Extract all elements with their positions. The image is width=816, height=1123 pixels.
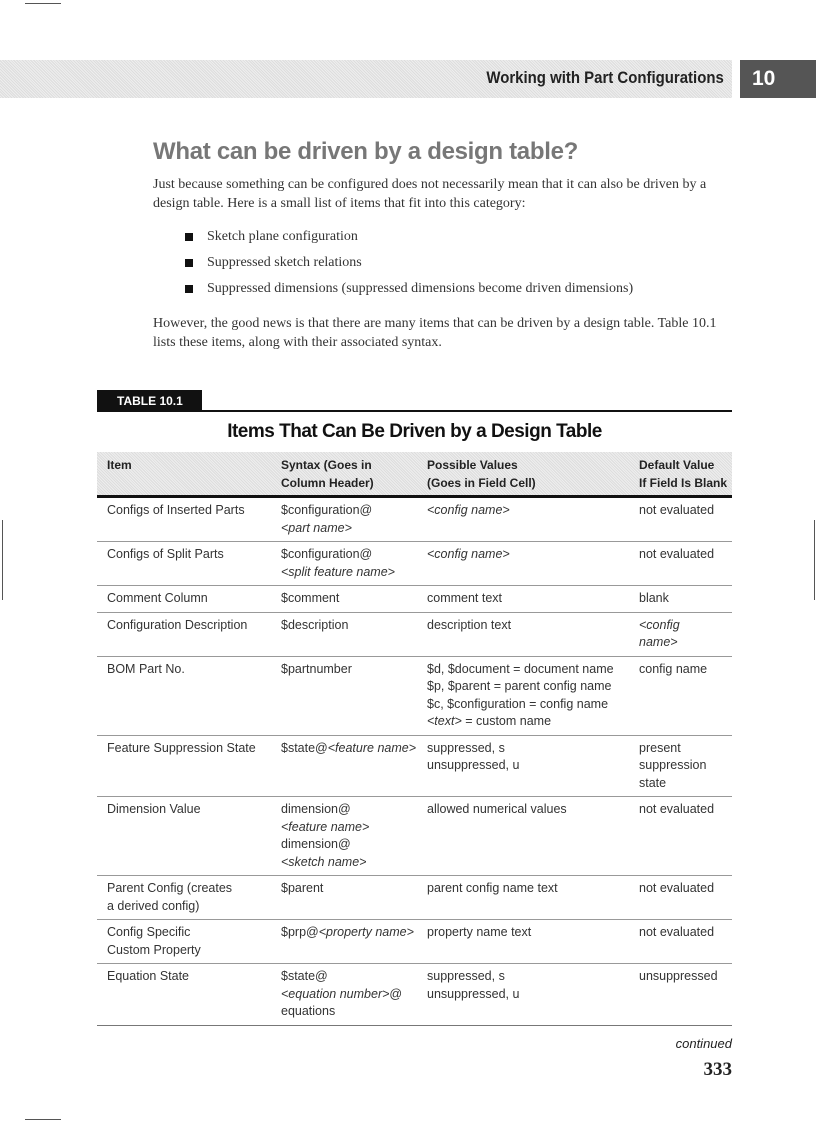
table-row: [97, 498, 732, 542]
cell-syntax: [281, 801, 427, 871]
bullet-icon: [185, 285, 193, 293]
cell-syntax: [281, 924, 427, 959]
cell-line: [107, 880, 281, 898]
cell-item: [107, 880, 281, 915]
cell-text: not evaluated: [639, 503, 715, 517]
header-line: (Goes in Field Cell): [427, 475, 536, 490]
cell-text: $prp@: [281, 925, 319, 939]
cell-item: [107, 968, 281, 1021]
cell-default-value: [639, 740, 742, 793]
cell-text: $state@: [281, 969, 328, 983]
cell-syntax: [281, 740, 427, 793]
cell-line: [639, 634, 742, 652]
cell-possible-values: [427, 801, 639, 871]
cell-text: config name: [639, 661, 708, 676]
cell-line: [281, 617, 427, 635]
cell-possible-values: [427, 740, 639, 793]
cell-text: <config name>: [427, 503, 510, 517]
cell-text: <feature name>: [327, 740, 417, 755]
outro-paragraph: However, the good news is that there are many items that can be driven by a design table. Table 10.1 lists these items, along with their associated syntax.: [153, 316, 717, 350]
cell-possible-values: [427, 546, 639, 581]
cell-text: comment text: [427, 591, 503, 605]
cell-line: [281, 924, 427, 942]
cell-default-value: [639, 661, 742, 731]
cell-text: <sketch name>: [281, 854, 367, 869]
table-row: [97, 657, 732, 736]
cell-text: @: [389, 986, 403, 1001]
cell-line: [427, 740, 639, 758]
cell-line: [107, 590, 281, 608]
cell-item: [107, 924, 281, 959]
cell-text: <property name>: [318, 925, 414, 939]
cell-text: Config Specific: [107, 925, 191, 939]
bullet-list: [185, 228, 633, 306]
cell-line: [427, 678, 639, 696]
table-header-row: [97, 452, 732, 498]
cell-text: dimension@: [281, 837, 351, 851]
cell-line: [639, 775, 742, 793]
column-header-item: [107, 457, 281, 492]
intro-paragraph: Just because something can be configured does not necessarily mean that it can also be driven by a design table. Here is a small list of items that fit into this category:: [153, 177, 707, 211]
cell-text: property name text: [427, 925, 532, 939]
cell-line: [281, 1003, 427, 1021]
cell-text: Parent Config (creates: [107, 881, 233, 895]
cell-text: present: [639, 740, 681, 755]
cell-text: state: [639, 775, 667, 790]
cell-text: a derived config): [107, 898, 200, 913]
cell-default-value: [639, 880, 742, 915]
cell-text: <split feature name>: [281, 564, 395, 579]
cell-item: [107, 617, 281, 652]
cell-line: [639, 968, 742, 986]
cell-text: BOM Part No.: [107, 661, 185, 676]
cell-text: <text>: [427, 714, 462, 728]
cell-line: [427, 617, 639, 635]
list-item-text: Suppressed sketch relations: [207, 255, 362, 270]
cell-possible-values: [427, 502, 639, 537]
list-item-text: Sketch plane configuration: [207, 229, 358, 244]
header-line: Possible Values: [427, 458, 518, 472]
cell-text: $configuration@: [281, 547, 373, 561]
table-row: [97, 542, 732, 586]
column-header-syntax: [281, 457, 427, 492]
cell-text: unsuppressed, u: [427, 758, 520, 772]
cell-text: blank: [639, 591, 669, 605]
cell-text: $comment: [281, 591, 340, 605]
cell-text: parent config name text: [427, 881, 558, 895]
cell-text: not evaluated: [639, 881, 715, 895]
table-row: [97, 964, 732, 1026]
cell-text: $parent: [281, 881, 324, 895]
section-heading: What can be driven by a design table?: [153, 138, 578, 165]
cell-text: Configuration Description: [107, 617, 248, 632]
cell-item: [107, 546, 281, 581]
cell-text: suppressed, s: [427, 740, 505, 755]
cell-default-value: [639, 617, 742, 652]
bullet-icon: [185, 259, 193, 267]
cell-item: [107, 590, 281, 608]
cell-text: description text: [427, 617, 512, 632]
cell-text: $partnumber: [281, 661, 352, 676]
table-title: Items That Can Be Driven by a Design Table: [227, 421, 602, 442]
cell-line: [281, 836, 427, 854]
cell-possible-values: [427, 590, 639, 608]
table-rule: [97, 410, 732, 412]
cell-line: [639, 880, 742, 898]
crop-mark: [25, 1119, 61, 1120]
cell-text: not evaluated: [639, 547, 715, 561]
cell-line: [427, 924, 639, 942]
cell-line: [281, 502, 427, 520]
design-table-items: [97, 452, 732, 1026]
cell-possible-values: [427, 880, 639, 915]
header-line: Default Value: [639, 458, 715, 472]
cell-syntax: [281, 590, 427, 608]
cell-line: [107, 740, 281, 758]
cell-text: <equation number>: [281, 986, 390, 1001]
cell-text: unsuppressed, u: [427, 986, 520, 1001]
cell-line: [639, 617, 742, 635]
cell-text: <feature name>: [281, 819, 370, 834]
cell-syntax: [281, 661, 427, 731]
cell-line: [427, 880, 639, 898]
margin-line: [814, 520, 815, 600]
cell-line: [281, 854, 427, 872]
cell-possible-values: [427, 617, 639, 652]
column-header-possible-values: [427, 457, 639, 492]
cell-text: $p, $parent = parent config name: [427, 679, 612, 693]
cell-text: Comment Column: [107, 591, 208, 605]
cell-text: = custom name: [461, 714, 552, 728]
cell-text: dimension@: [281, 802, 351, 816]
cell-text: Equation State: [107, 969, 190, 983]
table-row: [97, 586, 732, 613]
cell-text: Dimension Value: [107, 802, 201, 816]
bullet-icon: [185, 233, 193, 241]
cell-line: [427, 590, 639, 608]
cell-text: suppression: [639, 758, 707, 772]
column-header-default-value: [639, 457, 742, 492]
list-item: [185, 280, 633, 306]
cell-line: [281, 801, 427, 819]
cell-default-value: [639, 968, 742, 1021]
chapter-number-tab: 10: [740, 60, 816, 98]
cell-line: [427, 546, 639, 564]
cell-syntax: [281, 502, 427, 537]
cell-line: [639, 924, 742, 942]
list-item: [185, 254, 633, 280]
cell-possible-values: [427, 924, 639, 959]
header-line: Item: [107, 458, 132, 472]
cell-line: [281, 564, 427, 582]
cell-text: allowed numerical values: [427, 802, 567, 816]
cell-text: not evaluated: [639, 925, 715, 939]
table-row: [97, 797, 732, 876]
cell-line: [107, 942, 281, 960]
cell-line: [107, 661, 281, 679]
cell-line: [281, 740, 427, 758]
cell-line: [427, 968, 639, 986]
cell-syntax: [281, 617, 427, 652]
cell-line: [639, 546, 742, 564]
cell-line: [427, 502, 639, 520]
page-number: 333: [703, 1059, 732, 1080]
cell-default-value: [639, 924, 742, 959]
cell-text: Configs of Split Parts: [107, 547, 224, 561]
cell-line: [107, 924, 281, 942]
cell-line: [427, 713, 639, 731]
cell-item: [107, 502, 281, 537]
cell-line: [107, 968, 281, 986]
cell-line: [639, 661, 742, 679]
list-item-text: Suppressed dimensions (suppressed dimensions become driven dimensions): [207, 281, 634, 296]
cell-possible-values: [427, 968, 639, 1021]
cell-item: [107, 661, 281, 731]
table-row: [97, 613, 732, 657]
cell-line: [639, 757, 742, 775]
cell-default-value: [639, 546, 742, 581]
table-label: TABLE 10.1: [97, 390, 202, 412]
table-row: [97, 876, 732, 920]
cell-line: [107, 546, 281, 564]
cell-text: Configs of Inserted Parts: [107, 503, 245, 517]
crop-mark: [25, 3, 61, 4]
table-row: [97, 920, 732, 964]
cell-line: [427, 986, 639, 1004]
table-row: [97, 736, 732, 798]
cell-text: <config name>: [427, 547, 510, 561]
running-header-title: Working with Part Configurations: [486, 68, 724, 87]
cell-line: [281, 546, 427, 564]
cell-text: $configuration@: [281, 503, 373, 517]
header-line: Syntax (Goes in: [281, 458, 372, 472]
cell-syntax: [281, 880, 427, 915]
cell-line: [107, 617, 281, 635]
cell-text: $c, $configuration = config name: [427, 696, 609, 711]
cell-line: [107, 502, 281, 520]
list-item: [185, 228, 633, 254]
cell-line: [281, 880, 427, 898]
cell-default-value: [639, 801, 742, 871]
cell-line: [639, 801, 742, 819]
cell-default-value: [639, 502, 742, 537]
header-line: If Field Is Blank: [639, 475, 728, 490]
cell-text: <config: [639, 617, 680, 632]
continued-note: continued: [675, 1036, 732, 1051]
cell-line: [281, 968, 427, 986]
cell-text: <part name>: [281, 520, 352, 535]
margin-line: [2, 520, 3, 600]
cell-line: [639, 590, 742, 608]
cell-line: [281, 590, 427, 608]
cell-line: [427, 757, 639, 775]
cell-text: name>: [639, 635, 678, 649]
cell-default-value: [639, 590, 742, 608]
cell-line: [107, 801, 281, 819]
cell-line: [281, 986, 427, 1004]
cell-item: [107, 740, 281, 793]
cell-line: [639, 740, 742, 758]
cell-text: $state@: [281, 740, 328, 755]
cell-line: [281, 819, 427, 837]
cell-syntax: [281, 546, 427, 581]
cell-line: [639, 502, 742, 520]
cell-syntax: [281, 968, 427, 1021]
cell-text: not evaluated: [639, 802, 715, 816]
cell-text: Custom Property: [107, 942, 201, 957]
cell-text: suppressed, s: [427, 969, 505, 983]
cell-text: unsuppressed: [639, 969, 718, 983]
cell-possible-values: [427, 661, 639, 731]
cell-item: [107, 801, 281, 871]
cell-line: [281, 661, 427, 679]
cell-line: [107, 898, 281, 916]
header-line: Column Header): [281, 475, 374, 490]
cell-text: $description: [281, 617, 349, 632]
cell-text: Feature Suppression State: [107, 740, 256, 755]
cell-line: [427, 661, 639, 679]
cell-line: [281, 520, 427, 538]
cell-text: $d, $document = document name: [427, 661, 614, 676]
cell-line: [427, 696, 639, 714]
cell-text: equations: [281, 1004, 336, 1018]
cell-line: [427, 801, 639, 819]
